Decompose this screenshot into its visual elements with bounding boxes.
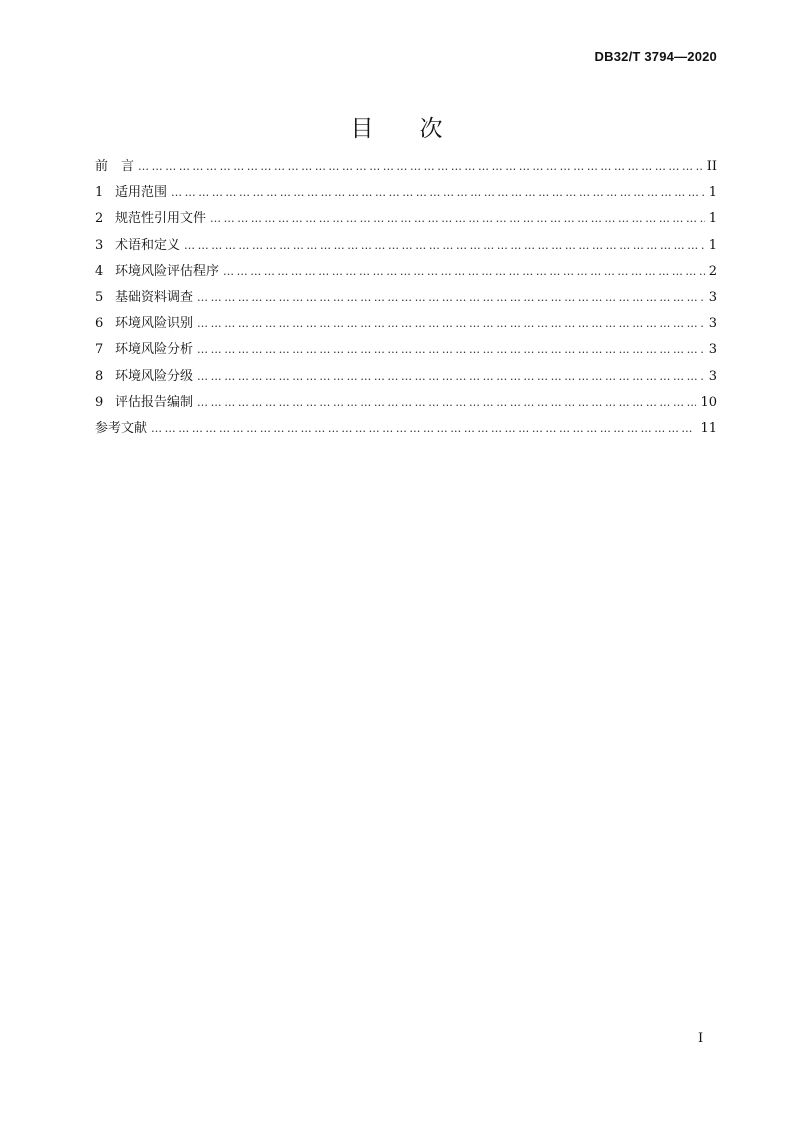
toc-page: 3 — [708, 289, 717, 305]
toc-leader — [171, 180, 705, 206]
toc-leader — [138, 154, 703, 180]
toc-page: 1 — [708, 237, 717, 253]
page-number: I — [698, 1031, 704, 1046]
toc-number: 5 — [95, 289, 104, 305]
table-of-contents — [95, 154, 717, 442]
toc-entry-9[interactable] — [95, 390, 717, 416]
toc-label: 规范性引用文件 — [115, 211, 207, 227]
toc-entry-5[interactable] — [95, 285, 717, 311]
toc-label: 环境风险识别 — [115, 316, 194, 332]
toc-leader — [210, 206, 705, 232]
title-char-2: 次 — [419, 116, 443, 142]
toc-label: 参考文献 — [95, 420, 148, 436]
toc-leader — [197, 311, 705, 337]
toc-page: 2 — [708, 263, 717, 279]
toc-page: 10 — [700, 394, 717, 410]
toc-leader — [197, 390, 696, 416]
toc-entry-8[interactable] — [95, 364, 717, 390]
toc-number: 8 — [95, 368, 104, 384]
toc-page: 3 — [708, 316, 717, 332]
toc-entry-6[interactable] — [95, 311, 717, 337]
toc-entry-foreword[interactable] — [95, 154, 717, 180]
toc-number: 6 — [95, 316, 104, 332]
toc-number: 2 — [95, 211, 104, 227]
toc-entry-1[interactable] — [95, 180, 717, 206]
title-char-1: 目 — [350, 116, 374, 142]
toc-leader — [184, 233, 705, 259]
toc-leader — [197, 337, 705, 363]
toc-number: 9 — [95, 394, 104, 410]
toc-leader — [197, 285, 705, 311]
toc-page: II — [706, 159, 717, 174]
toc-label: 环境风险分级 — [115, 368, 194, 384]
toc-leader — [151, 416, 696, 442]
document-code: DB32/T 3794—2020 — [594, 49, 717, 64]
toc-page: 11 — [700, 420, 717, 436]
toc-entry-references[interactable] — [95, 416, 717, 442]
toc-page: 1 — [708, 185, 717, 201]
toc-label: 环境风险评估程序 — [115, 263, 220, 279]
toc-entry-3[interactable] — [95, 233, 717, 259]
toc-entry-7[interactable] — [95, 337, 717, 363]
toc-number: 3 — [95, 237, 104, 253]
toc-label: 适用范围 — [115, 185, 168, 201]
toc-leader — [223, 259, 705, 285]
toc-page: 3 — [708, 368, 717, 384]
toc-number: 1 — [95, 185, 104, 201]
toc-entry-2[interactable] — [95, 206, 717, 232]
toc-label: 基础资料调查 — [115, 289, 194, 305]
toc-number: 7 — [95, 342, 104, 358]
page-title — [0, 110, 793, 143]
toc-leader — [197, 364, 705, 390]
toc-entry-4[interactable] — [95, 259, 717, 285]
toc-page: 1 — [708, 211, 717, 227]
toc-label: 术语和定义 — [115, 237, 181, 253]
toc-label: 前 言 — [95, 159, 135, 174]
toc-label: 评估报告编制 — [115, 394, 194, 410]
toc-label: 环境风险分析 — [115, 342, 194, 358]
toc-number: 4 — [95, 263, 104, 279]
toc-page: 3 — [708, 342, 717, 358]
